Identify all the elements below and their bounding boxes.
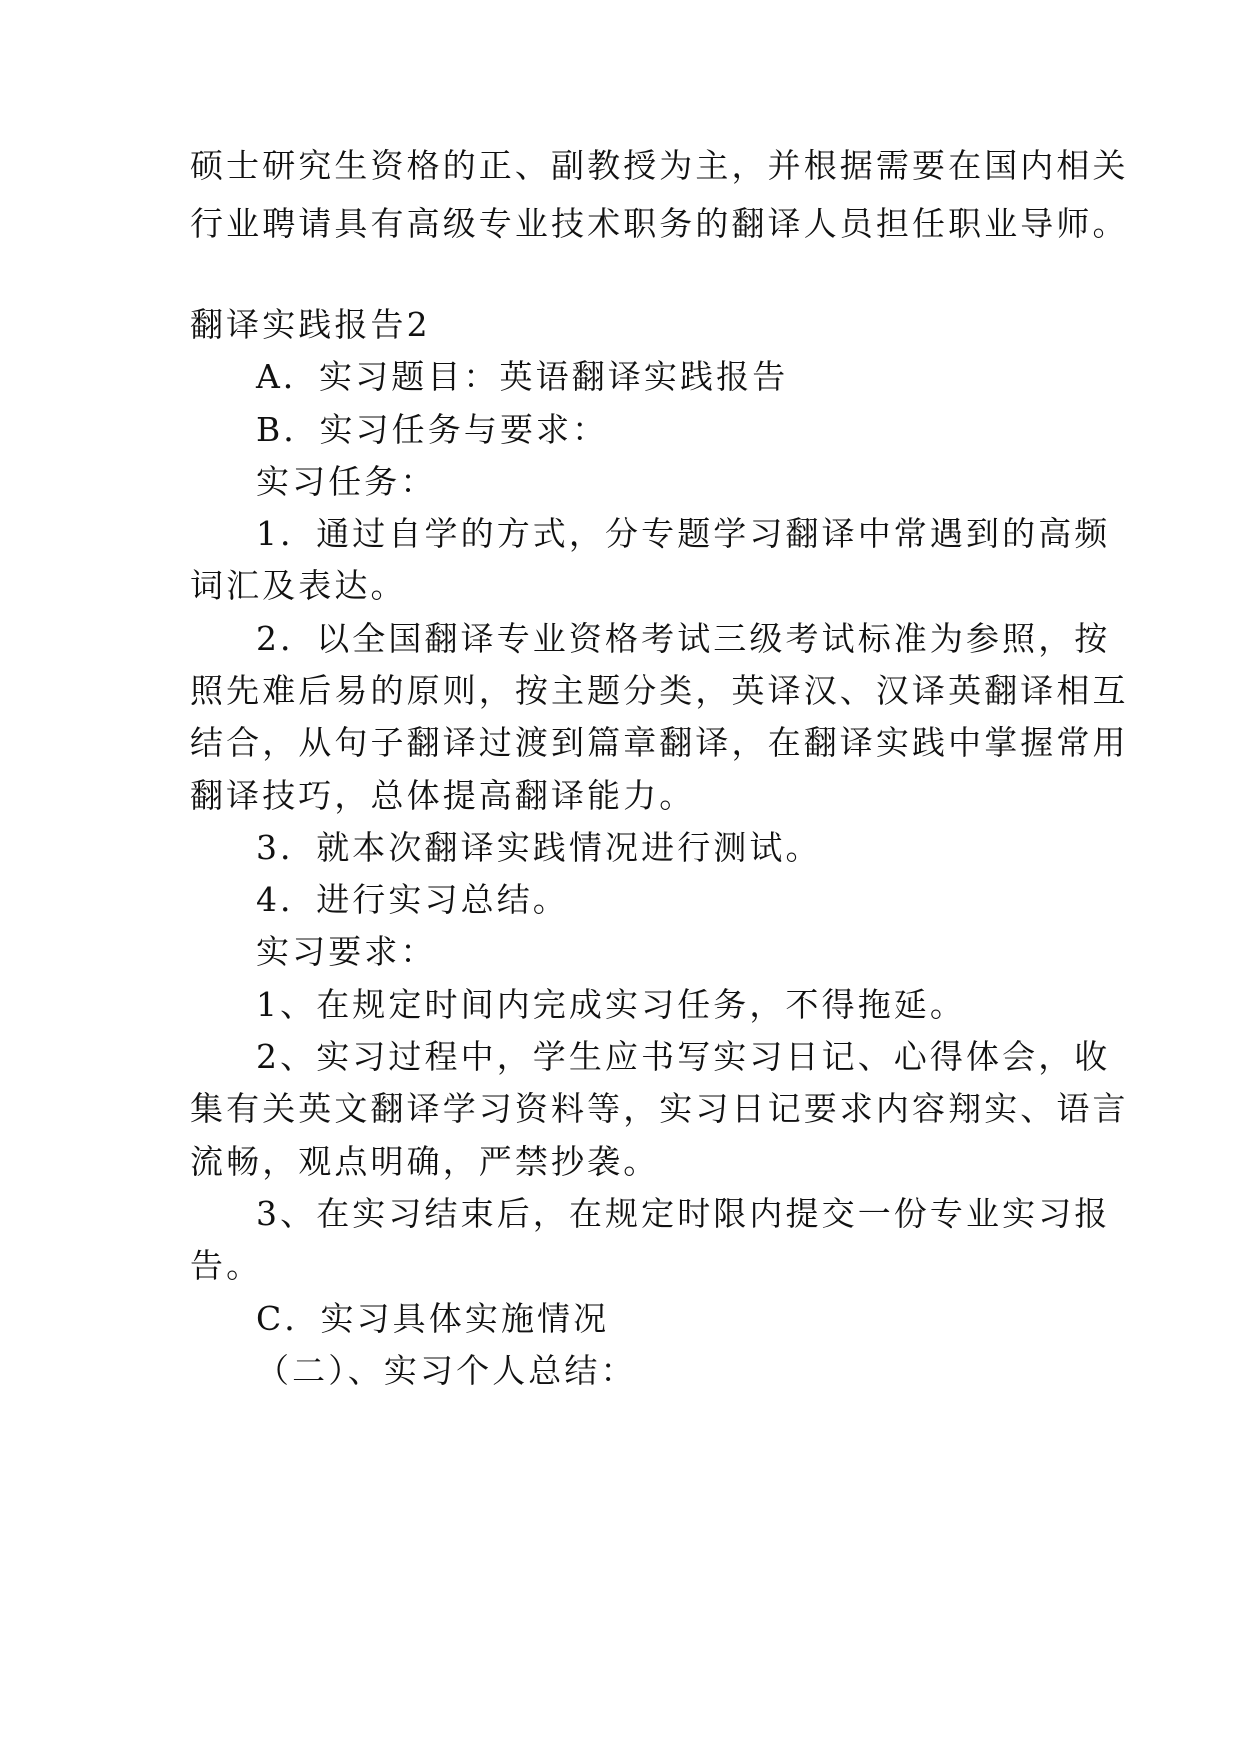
item-a: A．实习题目：英语翻译实践报告: [256, 357, 789, 396]
task-2-line-3: 结合，从句子翻译过渡到篇章翻译，在翻译实践中掌握常用: [190, 723, 1129, 762]
item-b: B．实习任务与要求：: [256, 410, 609, 449]
req-2-line-3: 流畅，观点明确，严禁抄袭。: [190, 1142, 660, 1181]
intro-line-2: 行业聘请具有高级专业技术职务的翻译人员担任职业导师。: [190, 204, 1129, 243]
item-c: C．实习具体实施情况: [256, 1299, 610, 1338]
requirements-heading: 实习要求：: [256, 932, 437, 971]
task-1-line-2: 词汇及表达。: [190, 566, 407, 605]
tasks-heading: 实习任务：: [256, 462, 437, 501]
req-2-line-1: 2、实习过程中，学生应书写实习日记、心得体会，收: [256, 1037, 1111, 1076]
req-2-line-2: 集有关英文翻译学习资料等，实习日记要求内容翔实、语言: [190, 1089, 1129, 1128]
task-3: 3．就本次翻译实践情况进行测试。: [256, 828, 822, 867]
task-4: 4．进行实习总结。: [256, 880, 569, 919]
req-3-line-1: 3、在实习结束后，在规定时限内提交一份专业实习报: [256, 1194, 1111, 1233]
task-2-line-2: 照先难后易的原则，按主题分类，英译汉、汉译英翻译相互: [190, 671, 1129, 710]
req-1: 1、在规定时间内完成实习任务，不得拖延。: [256, 985, 966, 1024]
intro-line-1: 硕士研究生资格的正、副教授为主，并根据需要在国内相关: [190, 146, 1129, 185]
section-title: 翻译实践报告2: [190, 305, 431, 344]
task-1-line-1: 1．通过自学的方式，分专题学习翻译中常遇到的高频: [256, 514, 1111, 553]
req-3-line-2: 告。: [190, 1246, 263, 1285]
task-2-line-1: 2．以全国翻译专业资格考试三级考试标准为参照，按: [256, 619, 1111, 658]
task-2-line-4: 翻译技巧，总体提高翻译能力。: [190, 776, 696, 815]
subsection-title: （二）、实习个人总结：: [256, 1351, 637, 1390]
